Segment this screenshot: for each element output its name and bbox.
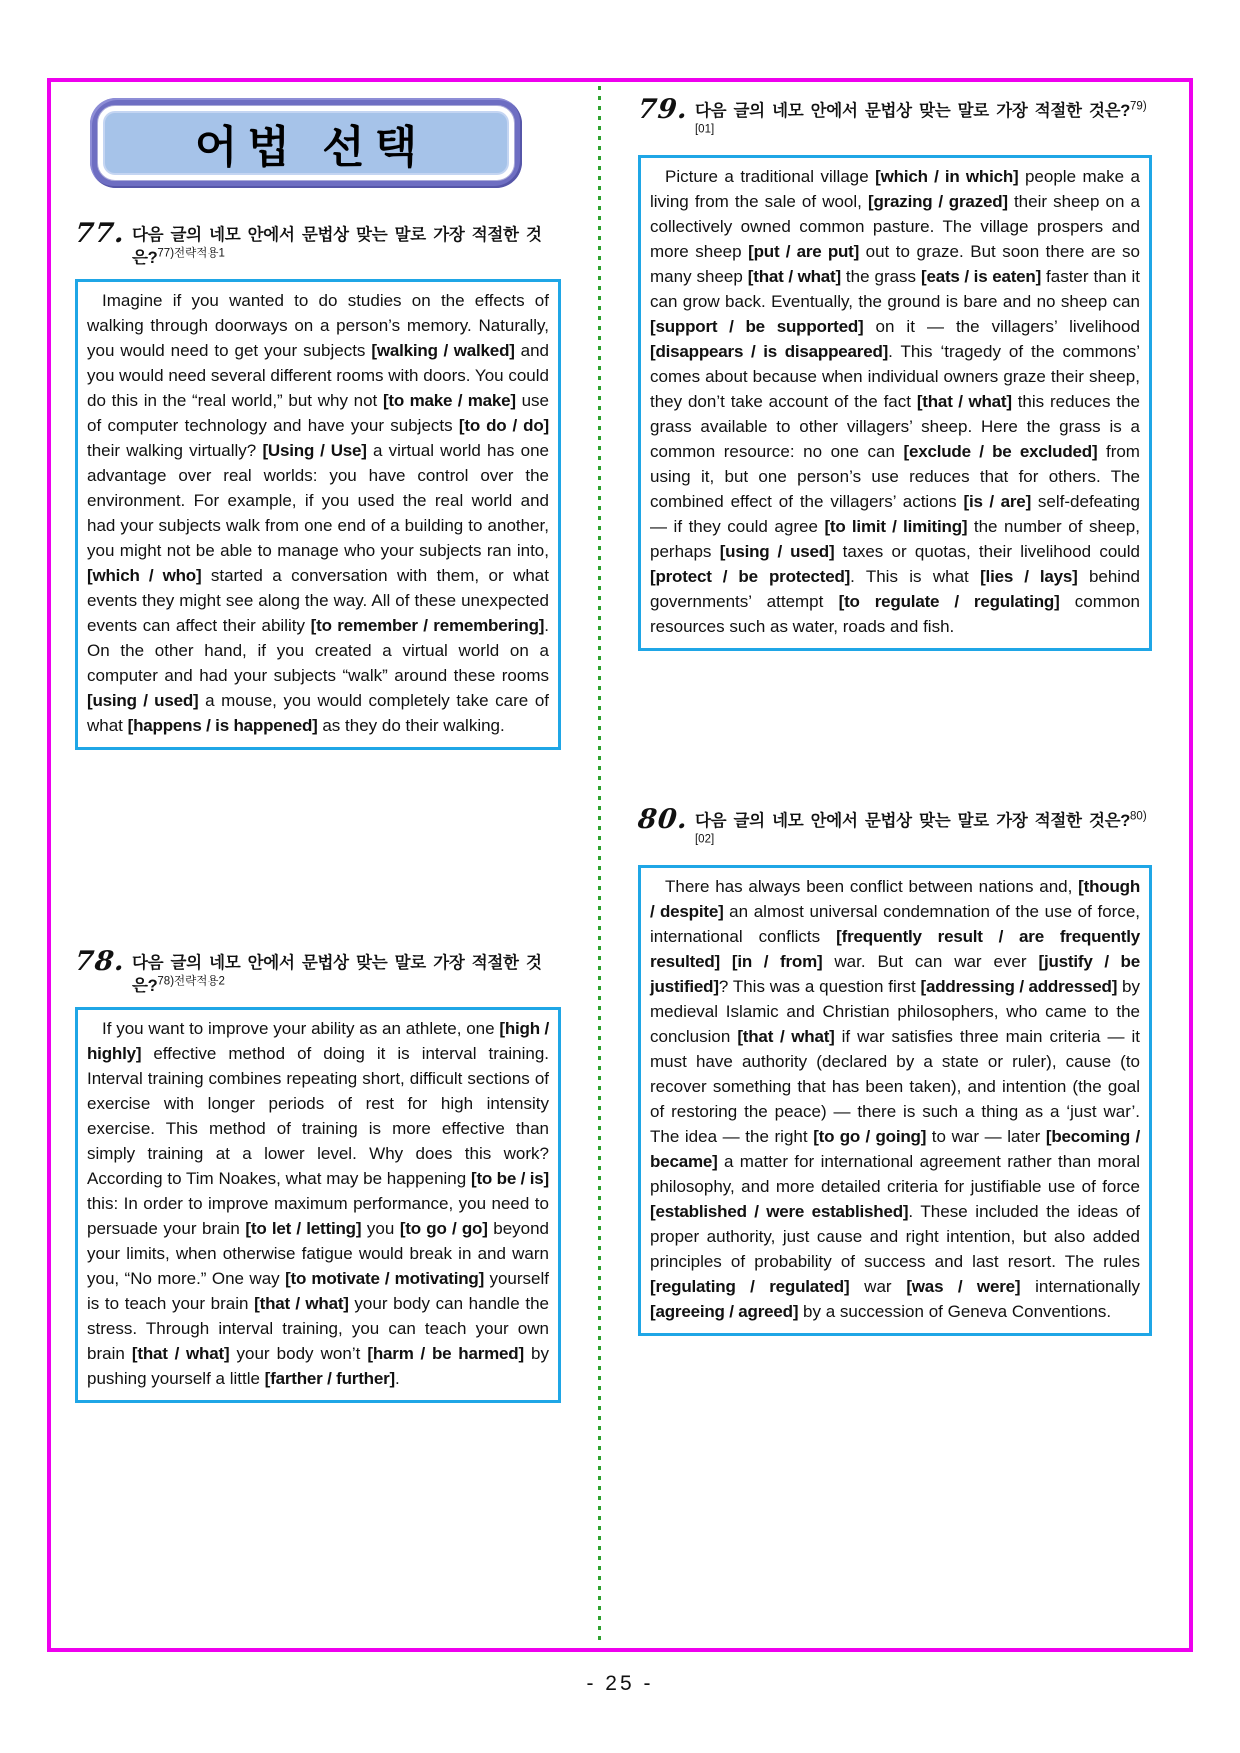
banner-title: 어법 선택	[194, 123, 428, 172]
banner-inner-border	[97, 105, 515, 181]
question-80-tag: 80)[02]	[694, 810, 1147, 846]
question-79	[636, 94, 1152, 651]
question-78-number: 78.	[73, 946, 127, 977]
question-80	[636, 804, 1152, 1336]
question-79-prompt	[695, 98, 1152, 146]
question-77	[73, 218, 561, 750]
page-number: - 25 -	[586, 1672, 654, 1695]
banner-fill	[103, 111, 509, 175]
question-80-prompt	[695, 808, 1152, 856]
question-80-passage-box: There has always been conflict between nations and, [though / despite] an almost universal condemnation of the use of force, international conflicts [frequently result / are frequently resulted] [in / from] war. But can war ever [justify / be justified]? This was a question first [addressing / addressed] by medieval Islamic and Christian philosophers, who came to the conclusion [that / what] if war satisfies three main criteria — it must have authority (declared by a state or ruler), cause (to recover something that has been taken), and intention (the goal of restoring the peace) — there is such a thing as a ‘just war’. The idea — the right [to go / going] to war — later [becoming / became] a matter for international agreement rather than moral philosophy, and more detailed criteria for justifiable use of force [established / were established]. These included the ideas of proper authority, just cause and right intention, but also added principles of probability of success and last resort. The rules [regulating / regulated] war [was / were] internationally [agreeing / agreed] by a succession of Geneva Conventions.	[638, 865, 1152, 1336]
question-79-number: 79.	[636, 94, 690, 125]
question-78-prompt-text: 다음 글의 네모 안에서 문법상 맞는 말로 가장 적절한 것은?	[131, 954, 542, 996]
question-77-passage-box: Imagine if you wanted to do studies on the effects of walking through doorways on a person’s memory. Naturally, you would need to get your subjects [walking / walked] and you would need several different rooms with doors. You could do this in the “real world,” but why not [to make / make] use of computer technology and have your subjects [to do / do] their walking virtually? [Using / Use] a virtual world has one advantage over real worlds: you have control over the environment. For example, if you used the real world and had your subjects walk from one end of a building to another, you might not be able to manage who your subjects ran into, [which / who] started a conversation with them, or what events they might see along the way. All of these unexpected events can affect their ability [to remember / remembering]. On the other hand, if you created a virtual world on a computer and had your subjects “walk” around these rooms [using / used] a mouse, you would completely take care of what [happens / is happened] as they do their walking.	[75, 279, 561, 750]
question-77-tag: 77)전략적용1	[157, 247, 225, 260]
question-78	[73, 946, 561, 1403]
banner-outer-border	[90, 98, 522, 188]
question-79-passage-box: Picture a traditional village [which / in which] people make a living from the sale of wool, [grazing / grazed] their sheep on a collectively owned common pasture. The village prospers and more sheep [put / are put] out to graze. But soon there are so many sheep [that / what] the grass [eats / is eaten] faster than it can grow back. Eventually, the ground is bare and no sheep can [support / be supported] on it — the villagers’ livelihood [disappears / is disappeared]. This ‘tragedy of the commons’ comes about because when individual owners graze their sheep, they don’t take account of the fact [that / what] this reduces the grass available to other villagers’ sheep. Here the grass is a common resource: no one can [exclude / be excluded] from using it, but one person’s use reduces that for others. The combined effect of the villagers’ actions [is / are] self-defeating — if they could agree [to limit / limiting] the number of sheep, perhaps [using / used] taxes or quotas, their livelihood could [protect / be protected]. This is what [lies / lays] behind governments’ attempt [to regulate / regulating] common resources such as water, roads and fish.	[638, 155, 1152, 651]
question-78-prompt	[132, 950, 561, 998]
question-78-tag: 78)전략적용2	[157, 975, 225, 988]
question-79-tag: 79)[01]	[694, 100, 1147, 136]
grammar-selection-banner	[90, 98, 522, 188]
column-divider	[598, 86, 601, 1644]
question-79-header	[636, 94, 1152, 146]
question-77-number: 77.	[73, 218, 127, 249]
page-border-frame	[47, 78, 1193, 1652]
question-80-prompt-text: 다음 글의 네모 안에서 문법상 맞는 말로 가장 적절한 것은?	[694, 812, 1131, 830]
question-77-prompt	[132, 222, 561, 270]
question-77-header	[73, 218, 561, 270]
question-77-prompt-text: 다음 글의 네모 안에서 문법상 맞는 말로 가장 적절한 것은?	[131, 226, 542, 268]
question-78-header	[73, 946, 561, 998]
question-79-prompt-text: 다음 글의 네모 안에서 문법상 맞는 말로 가장 적절한 것은?	[694, 102, 1131, 120]
question-80-number: 80.	[636, 804, 690, 835]
question-80-header	[636, 804, 1152, 856]
question-78-passage-box: If you want to improve your ability as an athlete, one [high / highly] effective method of doing it is interval training. Interval training combines repeating short, difficult sections of exercise with longer periods of rest for high intensity exercise. This method of training is more effective than simply training at a lower level. Why does this work? According to Tim Noakes, what may be happening [to be / is] this: In order to improve maximum performance, you need to persuade your brain [to let / letting] you [to go / go] beyond your limits, when otherwise fatigue would break in and warn you, “No more.” One way [to motivate / motivating] yourself is to teach your brain [that / what] your body can handle the stress. Through interval training, you can teach your own brain [that / what] your body won’t [harm / be harmed] by pushing yourself a little [farther / further].	[75, 1007, 561, 1403]
